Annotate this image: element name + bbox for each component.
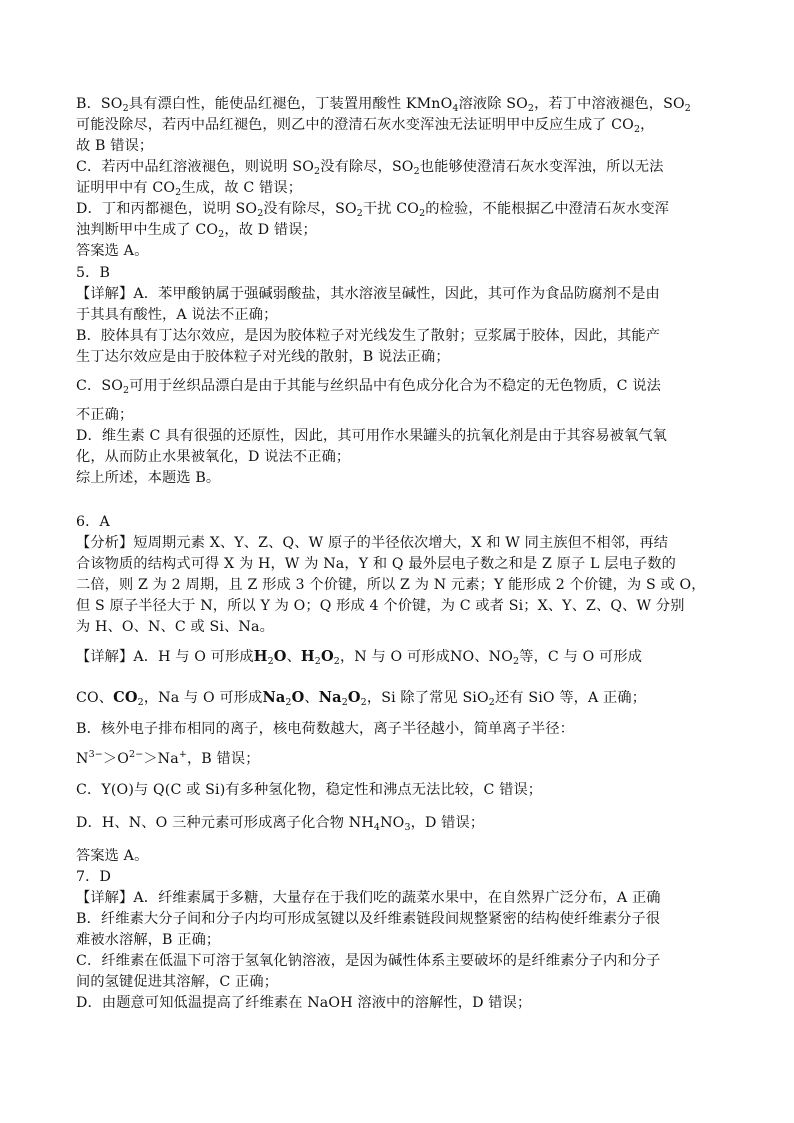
q5-option-a-line-2: 于其具有酸性，A 说法不正确； [76, 307, 278, 323]
q4-option-d-line-2: 浊判断甲中生成了 $CO_2$，故 D 错误； [76, 222, 317, 240]
q6-option-b-line-1: B．核外电子排布相同的离子，核电荷数越大，离子半径越小，简单离子半径： [76, 721, 575, 737]
q5-summary: 综上所述，本题选 B。 [76, 470, 221, 486]
q7-option-c-line-2: 间的氢键促进其溶解，C 正确； [76, 974, 279, 990]
q7-option-d: D．由题意可知低温提高了纤维素在 NaOH 溶液中的溶解性，D 错误； [76, 995, 532, 1011]
q5-option-b-line-1: B．胶体具有丁达尔效应，是因为胶体粒子对光线发生了散射；豆浆属于胶体，因此，其能产 [76, 328, 661, 344]
q5-option-c-line-1: C．$SO_2$可用于丝织品漂白是由于其能与丝织品中有色成分化合为不稳定的无色物质，C 说法 [76, 378, 662, 396]
q5-heading: 5．B [76, 265, 111, 281]
q4-option-c-line-1: C．若丙中品红溶液褪色，则说明 $SO_2$没有除尽，$SO_2$也能够使澄清石灰水变浑浊，所以无法 [76, 159, 664, 177]
q4-option-b-line-1: B．$SO_2$具有漂白性，能使品红褪色，丁装置用酸性 KMnO$_4$溶液除 $SO_2$，若丁中溶液褪色，$SO_2$ [76, 96, 691, 114]
q6-analysis-line-2: 合该物质的结构式可得 X 为 H，W 为 Na，Y 和 Q 最外层电子数之和是 Z 原子 L 层电子数的 [76, 556, 676, 572]
q6-heading: 6．A [76, 514, 110, 530]
q6-option-a-line-1: 【详解】A．H 与 O 可形成$H_2O$、$H_2O_2$，N 与 O 可形成NO、$NO_2$等，C 与 O 可形成 [76, 648, 643, 667]
q7-option-b-line-1: B．纤维素大分子间和分子内均可形成氢键以及纤维素链段间规整紧密的结构使纤维素分子很 [76, 911, 661, 927]
q4-option-d-line-1: D．丁和丙都褪色，说明 $SO_2$没有除尽，$SO_2$干扰 $CO_2$的检验，不能根据乙中澄清石灰水变浑 [76, 201, 670, 219]
q5-option-b-line-2: 生丁达尔效应是由于胶体粒子对光线的散射，B 说法正确； [76, 349, 450, 365]
q6-analysis-line-1: 【分析】短周期元素 X、Y、Z、Q、W 原子的半径依次增大，X 和 W 同主族但不相邻，再结 [76, 535, 669, 551]
q4-option-b-line-3: 故 B 错误； [76, 138, 154, 154]
q6-analysis-line-4: 但 S 原子半径大于 N，所以 Y 为 O；Q 形成 4 个价键，为 C 或者 Si；X、Y、Z、Q、W 分别 [76, 598, 685, 614]
q7-heading: 7．D [76, 869, 112, 885]
q5-option-c-line-2: 不正确； [76, 407, 134, 423]
q4-option-b-line-2: 可能没除尽，若丙中品红褪色，则乙中的澄清石灰水变浑浊无法证明甲中反应生成了 $CO_2$， [76, 117, 655, 135]
q4-answer: 答案选 A。 [76, 243, 149, 259]
q6-option-a-line-2: CO、$CO_2$，Na 与 O 可形成$Na_2O$、$Na_2O_2$，Si 除了常见 SiO$_2$还有 SiO 等，A 正确； [76, 689, 647, 708]
q6-option-b-line-2: $N^{3-}>O^{2-}>Na^+$，B 错误； [76, 749, 260, 767]
q5-option-d-line-2: 化，从而防止水果被氧化，D 说法不正确； [76, 449, 351, 465]
q4-option-c-line-2: 证明甲中有 $CO_2$生成，故 C 错误； [76, 180, 303, 198]
q6-answer: 答案选 A。 [76, 848, 149, 864]
q7-option-b-line-2: 难被水溶解，B 正确； [76, 932, 221, 948]
q6-analysis-line-3: 二倍，则 Z 为 2 周期，且 Z 形成 3 个价键，所以 Z 为 N 元素；Y 能形成 2 个价键，为 S 或 O， [76, 577, 706, 593]
q5-option-d-line-1: D．维生素 C 具有很强的还原性，因此，其可用作水果罐头的抗氧化剂是由于其容易被氧气氧 [76, 428, 668, 444]
q7-option-a: 【详解】A．纤维素属于多糖，大量存在于我们吃的蔬菜水果中，在自然界广泛分布，A 正确 [76, 890, 661, 906]
q6-option-d: D．H、N、O 三种元素可形成离子化合物 $NH_4NO_3$，D 错误； [76, 815, 485, 833]
q5-option-a-line-1: 【详解】A．苯甲酸钠属于强碱弱酸盐，其水溶液呈碱性，因此，其可作为食品防腐剂不是由 [76, 286, 660, 302]
q7-option-c-line-1: C．纤维素在低温下可溶于氢氧化钠溶液，是因为碱性体系主要破坏的是纤维素分子内和分子 [76, 953, 661, 969]
q6-analysis-line-5: 为 H、O、N、C 或 Si、Na。 [76, 619, 274, 635]
q6-option-c: C．Y(O)与 Q(C 或 Si)有多种氢化物，稳定性和沸点无法比较，C 错误； [76, 782, 543, 798]
